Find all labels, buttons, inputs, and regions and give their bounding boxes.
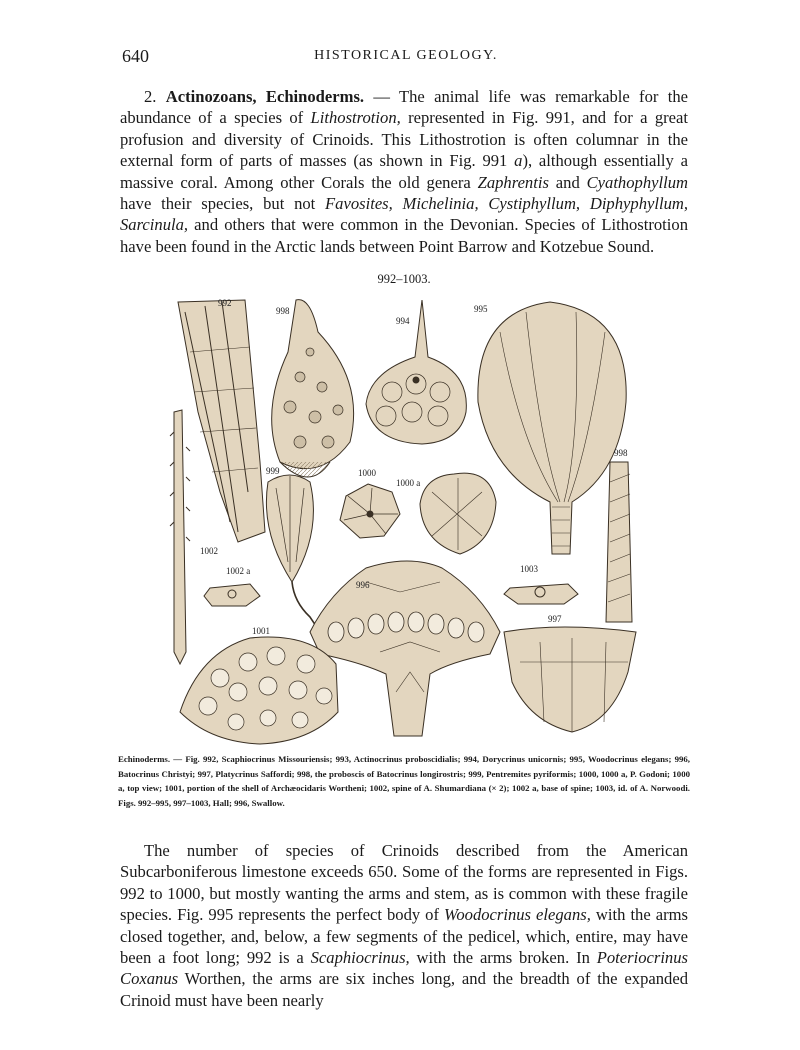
figure-range: 992–1003. [377, 272, 431, 286]
figure-label: 1000 [358, 468, 376, 478]
pentremites-godoni-illustration [340, 484, 400, 538]
figure-label: 998 [614, 448, 628, 458]
text-run: with the arms broken. In [409, 948, 597, 968]
paragraph-actinozoans [120, 86, 688, 257]
fossil-plate [160, 292, 650, 748]
figure-label: 994 [396, 316, 410, 326]
italic-taxon: Zaphrentis [477, 172, 549, 192]
figure-label: 999 [266, 466, 280, 476]
text-run: and others that were common in the Devonian. Species of Lithostrotion have been found in the Arctic lands between Point Barrow and Kotzebue Sound. [120, 215, 688, 256]
heading-dash: — [364, 87, 399, 106]
italic-taxon: Woodocrinus elegans, [444, 905, 591, 925]
figure-label: 1002 a [226, 566, 251, 576]
actinocrinus-illustration [272, 300, 354, 477]
figure-label: 997 [548, 614, 562, 624]
batocrinus-christyi-illustration [310, 561, 500, 736]
section-heading: Actinozoans, Echinoderms. [165, 87, 365, 106]
archaeocidaris-spine-illustration [170, 410, 190, 664]
text-run: Worthen, the arms are six inches long, and the breadth of the expanded Crinoid must have been nearly [120, 969, 688, 1010]
italic-taxon: Scaphiocrinus, [310, 948, 410, 968]
woodocrinus-illustration [478, 302, 626, 554]
text-run: with the arms closed together, and, below, a few segments of the pedicel, which, entire, may have been a foot long; 992 is a [120, 905, 688, 968]
figure-label: 995 [474, 304, 488, 314]
caption-text: Fig. 992, Scaphiocrinus Missouriensis; 993, Actinocrinus proboscidialis; 994, Dorycrinus unicornis; 995, Woodocrinus elegans; 996, Batocrinus Christyi; 997, Platycrinus Saffordi; 998, the proboscis of Batocrinus longirostris; 999, Pentremites pyriformis; 1000, 1000 a, P. Godoni; 1000 a, top view; 1001, portion of the shell of Archæocidaris Wortheni; 1002, spine of A. Shumardiana (× 2); 1002 a, base of spine; 1003, id. of A. Norwoodi. Figs. 992–995, 997–1003, Hall; 996, Swallow. [118, 754, 691, 808]
text-run: and [548, 172, 587, 192]
text-run: The number of species of Crinoids described from the American Subcarboniferous limestone exceeds 650. Some of the forms are represented in Figs. 992 to 1000, but mostly wanting the arms and stem, as is common with these fragile species. Fig. 995 represents the perfect body of [120, 841, 688, 925]
figure-label: 1003 [520, 564, 538, 574]
italic-taxon: Poteriocrinus Coxanus [120, 948, 688, 989]
dorycrinus-illustration [366, 300, 466, 444]
platycrinus-illustration [504, 627, 636, 732]
figure-caption [118, 752, 690, 810]
italic-taxon: Favosites, Michelinia, Cystiphyllum, Diphyphyllum, Sarcinula, [120, 194, 689, 235]
pentremites-top-view-illustration [420, 473, 496, 554]
figure-label: 1002 [200, 546, 218, 556]
norwoodi-spine-illustration [504, 584, 578, 604]
figure-label: 1000 a [396, 478, 421, 488]
figure-label: 1001 [252, 626, 270, 636]
figure-label: 996 [356, 580, 370, 590]
archaeocidaris-shell-illustration [180, 637, 338, 744]
italic-taxon: Cyathophyllum [586, 172, 688, 192]
italic-taxon: Lithostrotion, [310, 108, 401, 128]
text-run: have their species, but not [120, 194, 326, 214]
paragraph-crinoids [120, 840, 688, 1011]
text-run: represented in Fig. 991, and for a great profusion and diversity of Crinoids. This Lithostrotion is often columnar in the external form of parts of masses (as shown in Fig. 991 [120, 108, 688, 171]
section-number: 2. [144, 87, 157, 106]
figure-label: 998 [276, 306, 290, 316]
caption-lead: Echinoderms. — [118, 754, 186, 764]
spine-base-illustration [204, 584, 260, 606]
text-run: ), although essentially a massive coral. Among other Corals the old genera [120, 151, 689, 192]
pentremites-illustration [266, 475, 320, 632]
batocrinus-proboscis-illustration [606, 462, 632, 622]
running-title: HISTORICAL GEOLOGY. [314, 48, 498, 63]
italic-letter: a [514, 151, 523, 171]
figure-label: 992 [218, 298, 232, 308]
page-header [122, 46, 690, 70]
scaphiocrinus-illustration [178, 300, 265, 542]
text-run: The animal life was remarkable for the abundance of a species of [120, 87, 688, 128]
page-number: 640 [122, 46, 149, 66]
